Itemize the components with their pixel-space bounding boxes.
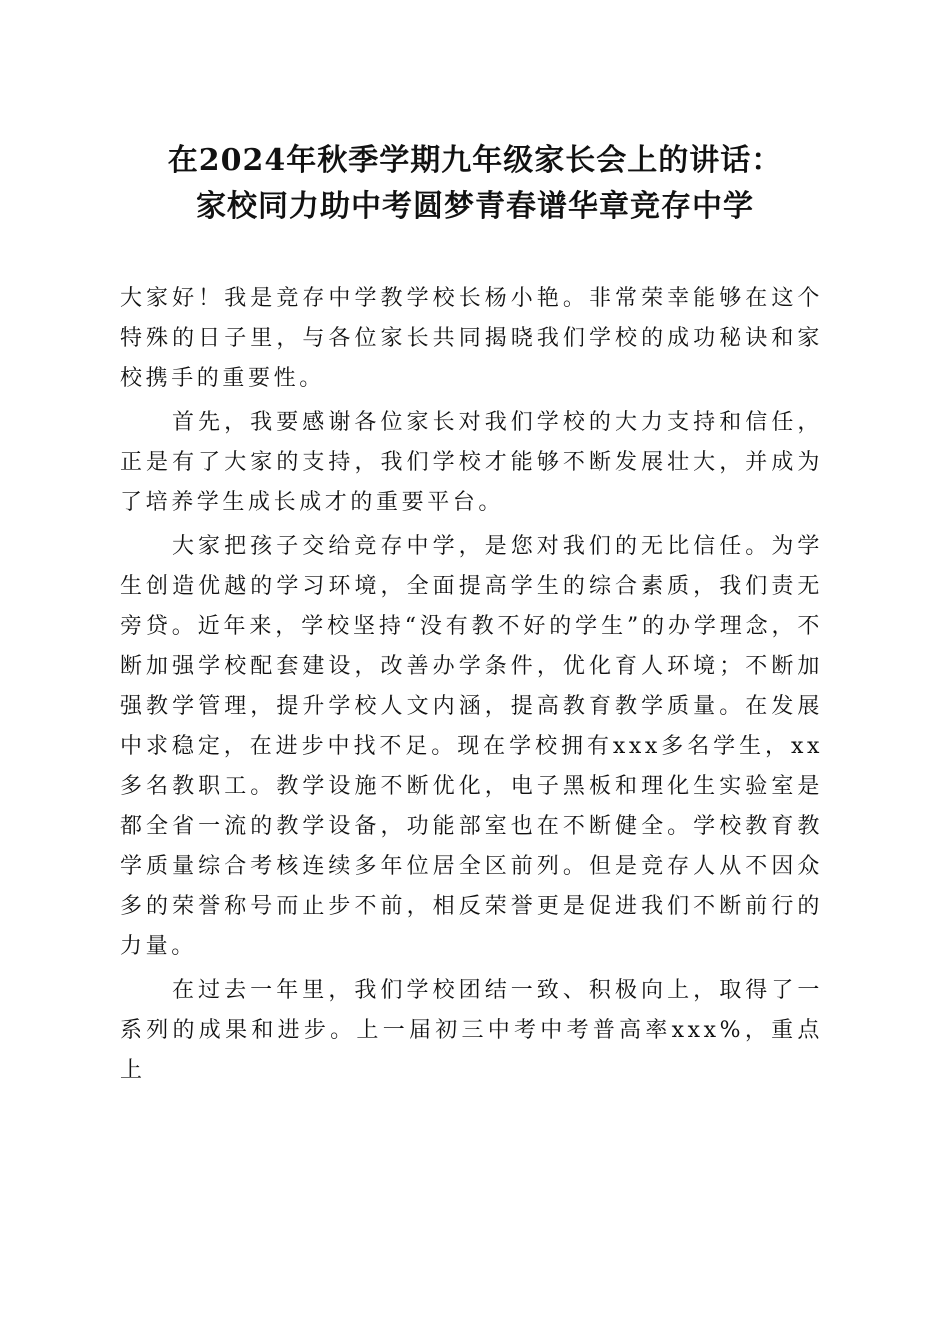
paragraph-achievements: 在过去一年里，我们学校团结一致、积极向上，取得了一系列的成果和进步。上一届初三中考中考普高率xxx%，重点上 <box>120 978 823 1083</box>
paragraph-thanks: 首先，我要感谢各位家长对我们学校的大力支持和信任，正是有了大家的支持，我们学校才能够不断发展壮大，并成为了培养学生成长成才的重要平台。 <box>120 410 823 515</box>
title-line-1: 在2024年秋季学期九年级家长会上的讲话： <box>167 143 783 178</box>
document-body <box>120 279 823 1095</box>
paragraph-school-overview: 大家把孩子交给竞存中学，是您对我们的无比信任。为学生创造优越的学习环境，全面提高学生的综合素质，我们责无旁贷。近年来，学校坚持“没有教不好的学生”的办学理念，不断加强学校配套建设，改善办学条件，优化育人环境；不断加强教学管理，提升学校人文内涵，提高教育教学质量。在发展中求稳定，在进步中找不足。现在学校拥有xxx多名学生，xx多名教职工。教学设施不断优化，电子黑板和理化生实验室是都全省一流的教学设备，功能部室也在不断健全。学校教育教学质量综合考核连续多年位居全区前列。但是竞存人从不因众多的荣誉称号而止步不前，相反荣誉更是促进我们不断前行的力量。 <box>120 534 823 959</box>
document-title <box>100 138 850 230</box>
title-line-2: 家校同力助中考圆梦青春谱华章竞存中学 <box>196 189 754 224</box>
paragraph-greeting: 大家好！我是竞存中学教学校长杨小艳。非常荣幸能够在这个特殊的日子里，与各位家长共同揭晓我们学校的成功秘诀和家校携手的重要性。 <box>120 286 823 391</box>
